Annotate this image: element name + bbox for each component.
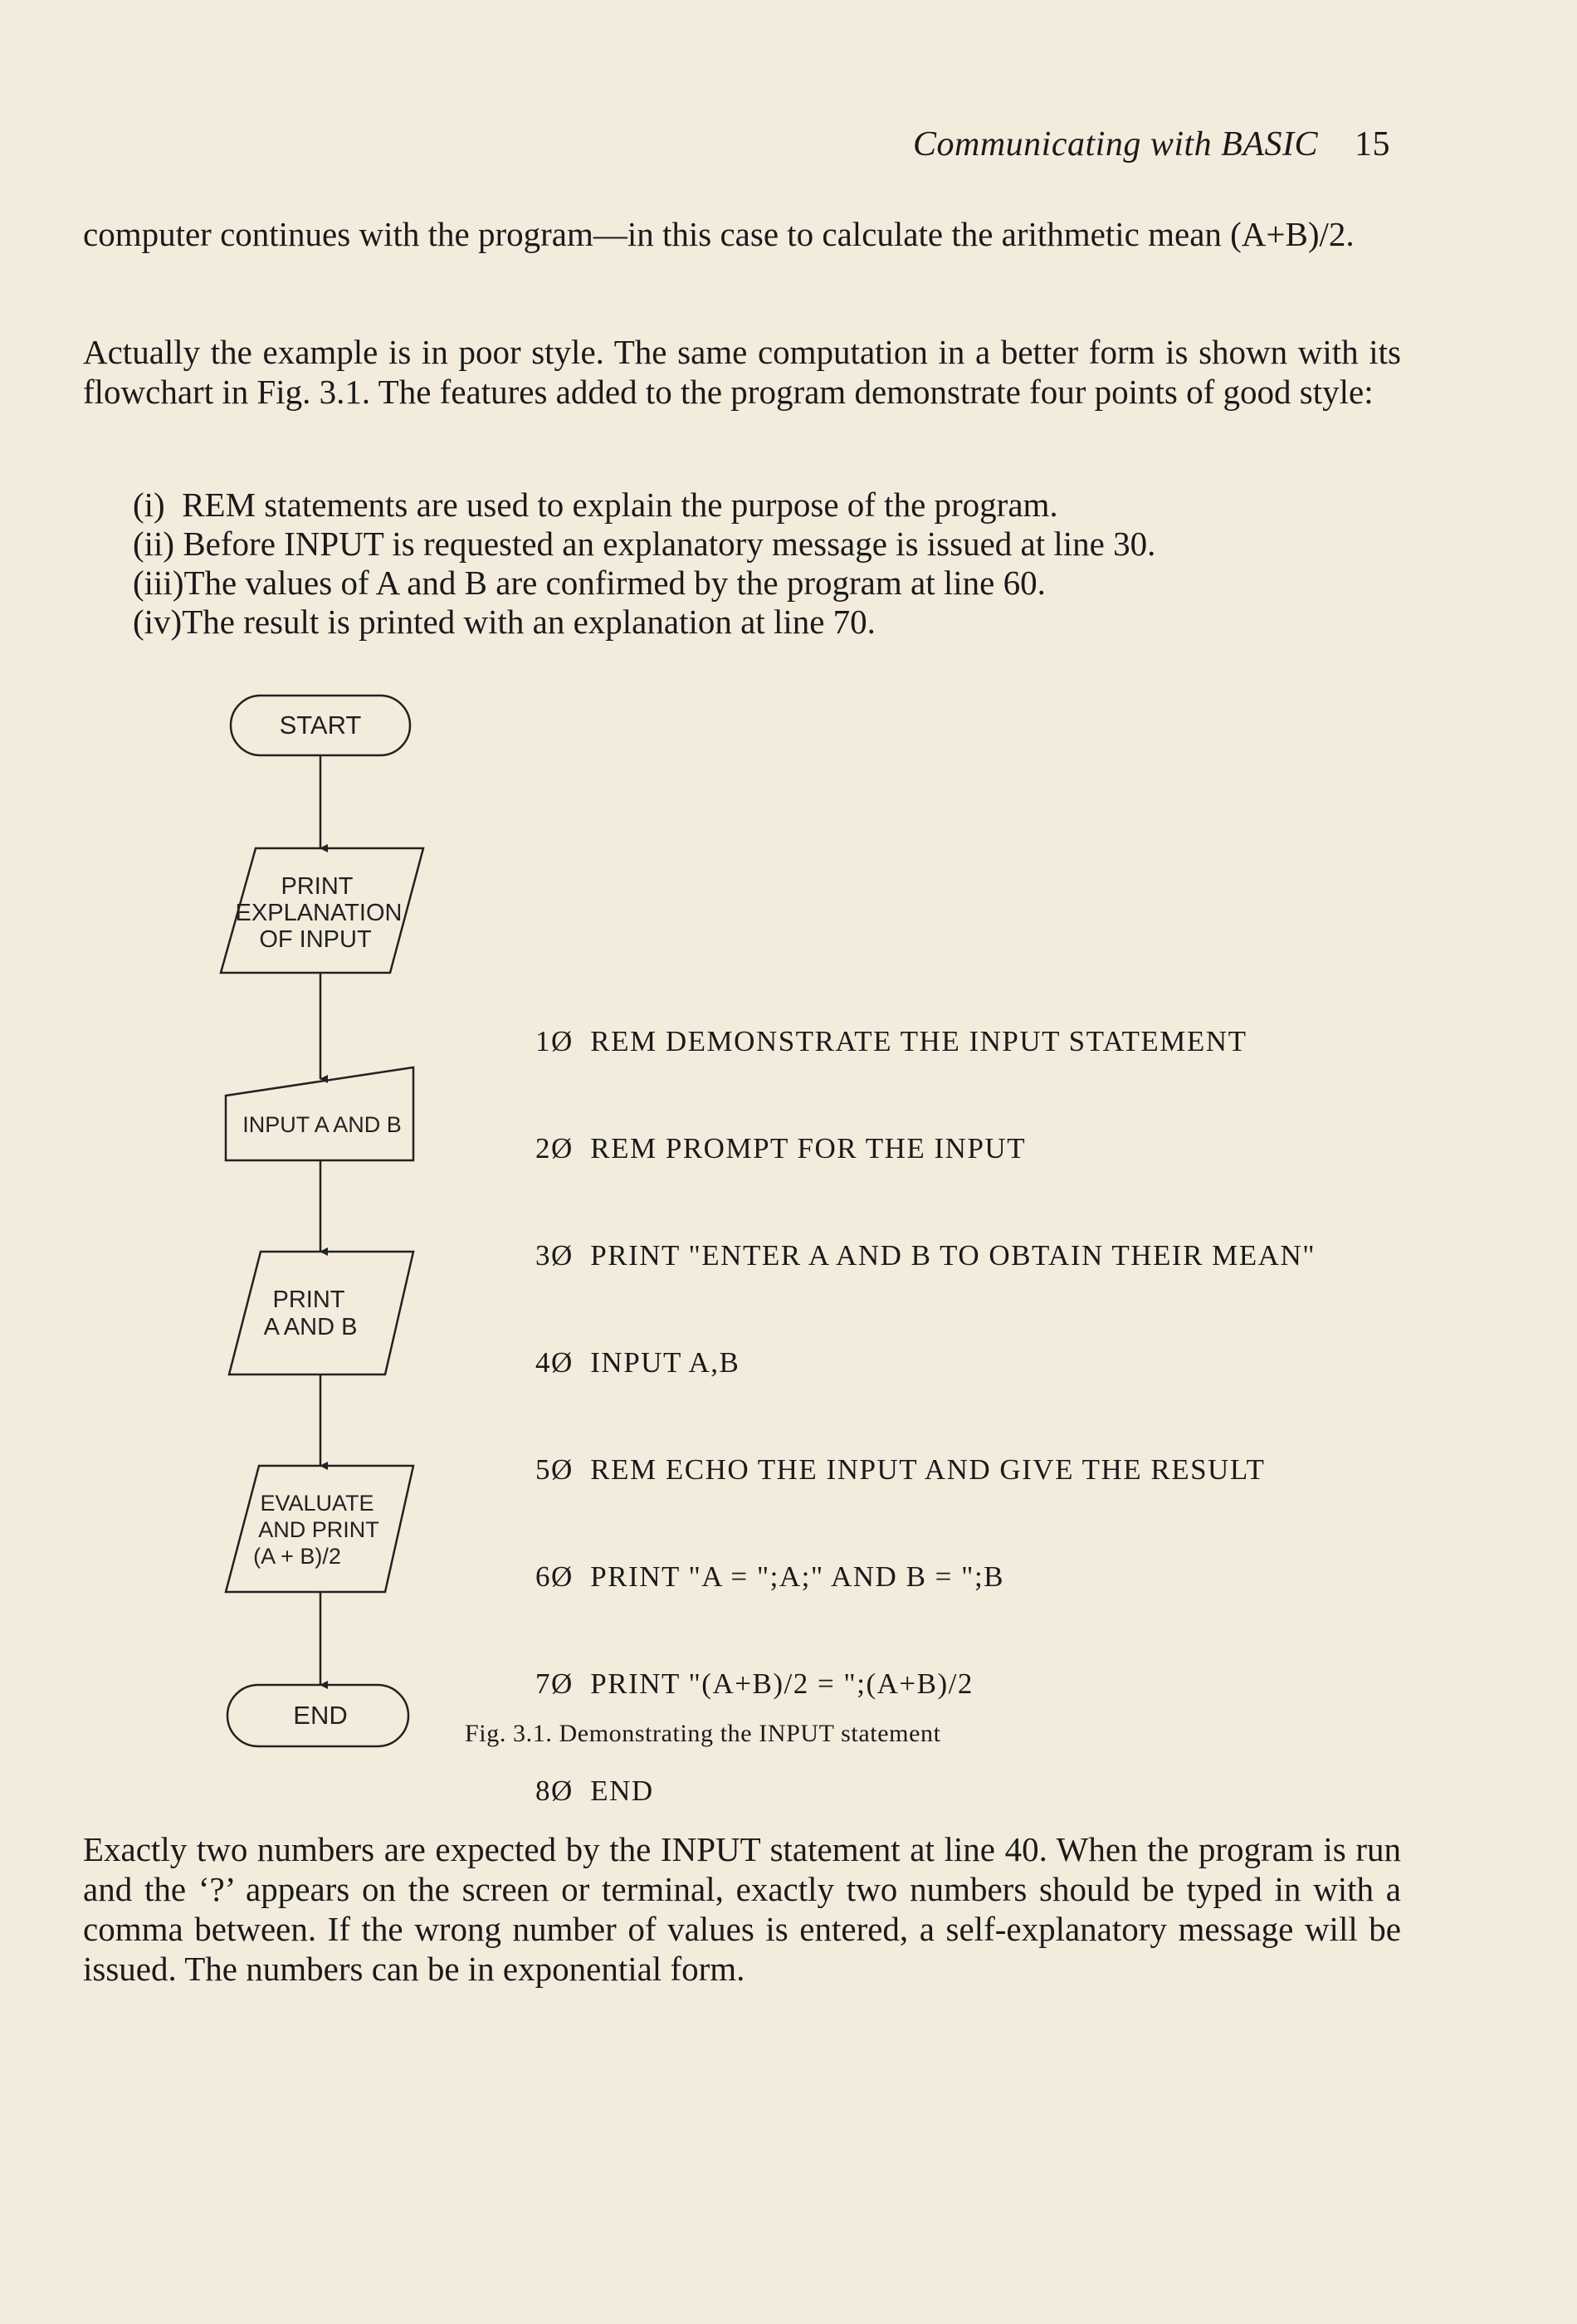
evaluate-label-1: EVALUATE [260,1491,374,1516]
end-label: END [293,1701,348,1730]
code-line: 6Ø PRINT "A = ";A;" AND B = ";B [535,1560,1005,1593]
code-line: 5Ø REM ECHO THE INPUT AND GIVE THE RESULT [535,1453,1266,1486]
figure-caption: Fig. 3.1. Demonstrating the INPUT statement [465,1720,941,1747]
evaluate-label-3: (A + B)/2 [253,1544,341,1569]
list-item: (ii) Before INPUT is requested an explanatory message is issued at line 30. [133,525,1156,563]
print-explanation-label-2: EXPLANATION [235,900,403,926]
input-label: INPUT A AND B [242,1112,402,1137]
list-item: (iv)The result is printed with an explanation at line 70. [133,603,876,641]
print-ab-box [229,1252,413,1374]
code-line: 1Ø REM DEMONSTRATE THE INPUT STATEMENT [535,1025,1247,1057]
code-line: 3Ø PRINT "ENTER A AND B TO OBTAIN THEIR MEAN" [535,1239,1316,1272]
print-explanation-label-1: PRINT [281,873,354,900]
start-label: START [279,710,362,740]
basic-program-listing [535,952,1316,1844]
code-line: 2Ø REM PROMPT FOR THE INPUT [535,1132,1027,1164]
code-line: 8Ø END [535,1775,654,1807]
code-line: 4Ø INPUT A,B [535,1346,740,1379]
evaluate-label-2: AND PRINT [258,1517,379,1542]
print-explanation-label-3: OF INPUT [259,926,372,953]
paragraph-style: Actually the example is in poor style. The same computation in a better form is shown with its flowchart in Fig. 3.1. The features added to the program demonstrate four points of good style: [83,333,1401,411]
print-ab-label-2: A AND B [263,1314,358,1340]
page-number: 15 [1355,125,1390,164]
list-item: (i) REM statements are used to explain the purpose of the program. [133,486,1058,524]
running-head-title: Communicating with BASIC [913,125,1318,164]
list-item: (iii)The values of A and B are confirmed by the program at line 60. [133,564,1046,602]
paragraph-intro: computer continues with the program—in this case to calculate the arithmetic mean (A+B)/2. [83,215,1355,253]
print-ab-label-1: PRINT [272,1286,345,1313]
paragraph-input-rules: Exactly two numbers are expected by the INPUT statement at line 40. When the program is run and the ‘?’ appears on the screen or terminal, exactly two numbers should be typed in with a comma between. If the wrong number of values is entered, a self-explanatory message will be issued. The numbers can be in exponential form. [83,1830,1401,1988]
code-line: 7Ø PRINT "(A+B)/2 = ";(A+B)/2 [535,1667,974,1700]
